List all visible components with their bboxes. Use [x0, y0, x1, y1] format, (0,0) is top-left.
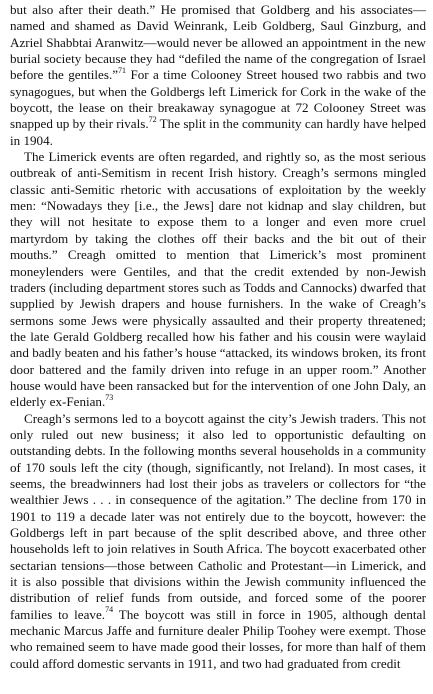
- paragraph-boycott: [10, 411, 426, 673]
- text-run: Creagh’s sermons led to a boycott against the city’s Jewish traders. This not only ruled out new business; it also led to opportunistic defaulting on outstanding debts. In the following months several households in a community of 170 souls left the city (though, significantly, not Ireland). In most cases, it seems, the breadwinners had lost their jobs as travelers or collectors for “the wealthier Jews . . . in consequence of the agitation.” The decline from 170 in 1901 to 119 a decade later was not entirely due to the boycott, however: the Goldbergs left in part because of the split described above, and three other households left to join relatives in South Africa. The boycott exacerbated other sectarian tensions—those between Catholic and Protestant—in Limerick, and it is also possible that divisions within the Jewish community influenced the distribution of relief funds from outside, and forced some of the poorer families to leave.: [10, 410, 426, 622]
- footnote-marker-72: 72: [148, 115, 157, 125]
- footnote-marker-73: 73: [105, 392, 114, 402]
- paragraph-goldberg-burial-society: [10, 2, 426, 149]
- text-run: The Limerick events are often regarded, and rightly so, as the most serious outbreak of anti-Semitism in recent Irish history. Creagh’s sermons mingled classic anti-Semitic rhetoric with accusations of exploitation by the weekly men: “Nowadays they [i.e., the Jews] dare not kidnap and slay children, but they will not hesitate to expose them to a longer and even more cruel martyrdom by taking the clothes off their backs and the bit out of their mouths.” Creagh omitted to mention that Limerick’s most prominent moneylenders were Gentiles, and that the credit extended by non-Jewish traders (including department stores such as Todds and Cannocks) dwarfed that supplied by Jewish drapers and house furnishers. In the wake of Creagh’s sermons some Jews were physically assaulted and their property threatened; the late Gerald Goldberg recalled how his father and his cousin were waylaid and badly beaten and his father’s house “attacked, its windows broken, its front door battered and the family driven into refuge in an upper room.” Another house would have been ransacked but for the intervention of one John Daly, an elderly ex-Fenian.: [10, 149, 426, 410]
- text-run: but also after their death.” He promised that Goldberg and his associates—named and shamed as David Weinrank, Leib Goldberg, Saul Ginzburg, and Azriel Shabbtai Aranwitz—would never be allowed an appointment in the new burial society because they had “defiled the name of the congregation of Israel before the gentiles.”: [10, 2, 426, 83]
- text-run: The split in the community can hardly have helped in 1904.: [10, 116, 426, 148]
- text-run: The boycott was still in force in 1905, although dental mechanic Marcus Jaffe and furniture dealer Philip Toohey were exempt. Those who remained seem to have made good their losses, for more than half of them could afford domestic servants in 1911, and two had graduated from credit: [10, 606, 426, 671]
- footnote-marker-74: 74: [105, 605, 114, 615]
- book-page-body: [10, 2, 426, 672]
- text-run: For a time Colooney Street housed two rabbis and two synagogues, but when the Goldbergs left Limerick for Cork in the wake of the boycott, the lease on their breakaway synagogue at 72 Colooney Street was snapped up by their rivals.: [10, 67, 427, 132]
- footnote-marker-71: 71: [118, 66, 127, 76]
- paragraph-limerick-events: [10, 149, 426, 411]
